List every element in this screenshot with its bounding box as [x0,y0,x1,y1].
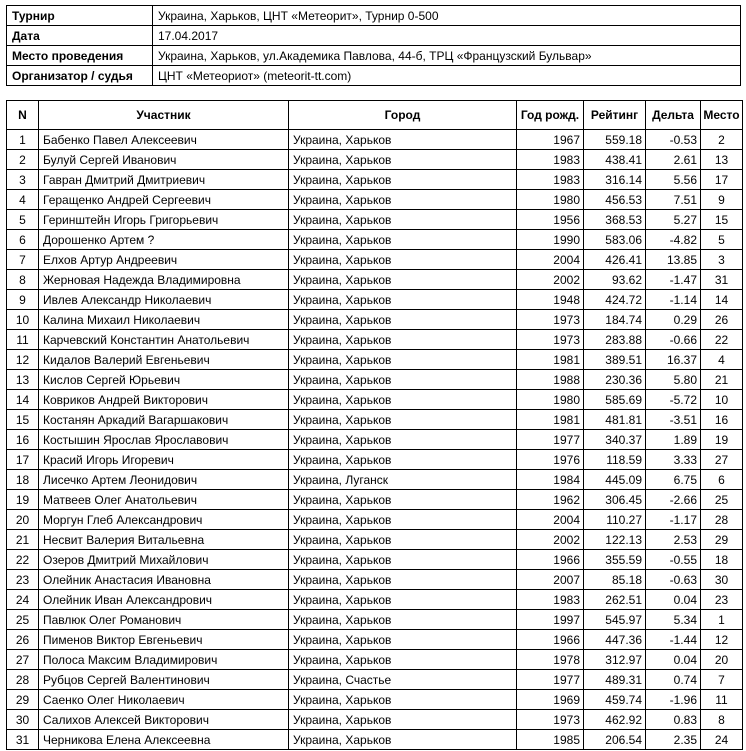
cell-birth-year: 1962 [517,490,584,510]
cell-birth-year: 1973 [517,330,584,350]
cell-city: Украина, Харьков [289,490,517,510]
col-header-rating: Рейтинг [584,101,646,130]
cell-number: 10 [7,310,39,330]
header-row [7,101,743,130]
table-row [7,610,743,630]
col-header-participant: Участник [39,101,289,130]
cell-rating: 206.54 [584,730,646,750]
cell-delta: 6.75 [646,470,701,490]
cell-delta: 16.37 [646,350,701,370]
cell-delta: -0.63 [646,570,701,590]
cell-participant: Калина Михаил Николаевич [39,310,289,330]
cell-number: 13 [7,370,39,390]
table-row [7,230,743,250]
table-row [7,390,743,410]
cell-place: 26 [701,310,743,330]
cell-place: 9 [701,190,743,210]
cell-rating: 426.41 [584,250,646,270]
cell-rating: 184.74 [584,310,646,330]
tournament-info-table [6,5,741,86]
cell-birth-year: 1990 [517,230,584,250]
cell-city: Украина, Харьков [289,710,517,730]
cell-birth-year: 1969 [517,690,584,710]
cell-participant: Бабенко Павел Алексеевич [39,130,289,150]
cell-place: 11 [701,690,743,710]
cell-number: 18 [7,470,39,490]
cell-city: Украина, Харьков [289,410,517,430]
cell-birth-year: 1973 [517,310,584,330]
cell-number: 20 [7,510,39,530]
cell-number: 1 [7,130,39,150]
cell-rating: 312.97 [584,650,646,670]
table-row [7,370,743,390]
cell-city: Украина, Харьков [289,590,517,610]
cell-city: Украина, Харьков [289,450,517,470]
cell-birth-year: 1966 [517,550,584,570]
cell-delta: -3.51 [646,410,701,430]
cell-rating: 459.74 [584,690,646,710]
cell-number: 14 [7,390,39,410]
cell-birth-year: 2004 [517,250,584,270]
info-value: Украина, Харьков, ЦНТ «Метеорит», Турнир 0-500 [153,6,741,26]
table-row [7,250,743,270]
cell-city: Украина, Харьков [289,250,517,270]
table-row [7,290,743,310]
cell-birth-year: 1973 [517,710,584,730]
cell-delta: 5.34 [646,610,701,630]
cell-city: Украина, Харьков [289,350,517,370]
cell-place: 23 [701,590,743,610]
col-header-city: Город [289,101,517,130]
cell-rating: 316.14 [584,170,646,190]
cell-rating: 283.88 [584,330,646,350]
col-header-place: Место [701,101,743,130]
cell-rating: 585.69 [584,390,646,410]
cell-number: 12 [7,350,39,370]
cell-place: 29 [701,530,743,550]
cell-delta: -1.47 [646,270,701,290]
cell-place: 8 [701,710,743,730]
cell-city: Украина, Луганск [289,470,517,490]
cell-participant: Черникова Елена Алексеевна [39,730,289,750]
cell-delta: -1.17 [646,510,701,530]
cell-rating: 262.51 [584,590,646,610]
cell-participant: Саенко Олег Николаевич [39,690,289,710]
table-row [7,570,743,590]
cell-participant: Салихов Алексей Викторович [39,710,289,730]
cell-rating: 481.81 [584,410,646,430]
table-row [7,350,743,370]
table-row [7,630,743,650]
cell-number: 19 [7,490,39,510]
cell-delta: 0.04 [646,590,701,610]
cell-rating: 118.59 [584,450,646,470]
cell-city: Украина, Харьков [289,230,517,250]
table-row [7,450,743,470]
cell-number: 2 [7,150,39,170]
cell-rating: 559.18 [584,130,646,150]
cell-participant: Геращенко Андрей Сергеевич [39,190,289,210]
col-header-delta: Дельта [646,101,701,130]
table-row [7,650,743,670]
cell-birth-year: 1980 [517,390,584,410]
cell-birth-year: 1967 [517,130,584,150]
table-row [7,170,743,190]
cell-place: 24 [701,730,743,750]
cell-city: Украина, Харьков [289,290,517,310]
cell-rating: 456.53 [584,190,646,210]
cell-rating: 306.45 [584,490,646,510]
cell-number: 16 [7,430,39,450]
info-value: Украина, Харьков, ул.Академика Павлова, 44-б, ТРЦ «Французский Бульвар» [153,46,741,66]
results-table [6,100,743,750]
cell-rating: 230.36 [584,370,646,390]
cell-number: 30 [7,710,39,730]
cell-participant: Олейник Иван Александрович [39,590,289,610]
cell-delta: 0.04 [646,650,701,670]
table-row [7,430,743,450]
cell-birth-year: 1977 [517,670,584,690]
cell-number: 4 [7,190,39,210]
cell-rating: 368.53 [584,210,646,230]
cell-place: 13 [701,150,743,170]
cell-city: Украина, Харьков [289,510,517,530]
cell-birth-year: 1981 [517,350,584,370]
cell-number: 21 [7,530,39,550]
cell-number: 28 [7,670,39,690]
cell-birth-year: 1976 [517,450,584,470]
table-row [7,530,743,550]
cell-city: Украина, Харьков [289,210,517,230]
cell-number: 9 [7,290,39,310]
cell-city: Украина, Харьков [289,650,517,670]
cell-delta: -0.53 [646,130,701,150]
cell-delta: 5.56 [646,170,701,190]
cell-delta: 1.89 [646,430,701,450]
cell-place: 3 [701,250,743,270]
cell-participant: Булуй Сергей Иванович [39,150,289,170]
info-row [7,6,741,26]
cell-rating: 489.31 [584,670,646,690]
cell-participant: Ивлев Александр Николаевич [39,290,289,310]
cell-place: 1 [701,610,743,630]
cell-participant: Кислов Сергей Юрьевич [39,370,289,390]
cell-place: 27 [701,450,743,470]
cell-delta: 0.29 [646,310,701,330]
cell-rating: 85.18 [584,570,646,590]
cell-birth-year: 1983 [517,590,584,610]
cell-number: 11 [7,330,39,350]
cell-birth-year: 1985 [517,730,584,750]
info-label: Турнир [7,6,153,26]
cell-birth-year: 2007 [517,570,584,590]
cell-rating: 438.41 [584,150,646,170]
cell-participant: Ковриков Андрей Викторович [39,390,289,410]
cell-place: 15 [701,210,743,230]
table-row [7,330,743,350]
info-value: ЦНТ «Метеориот» (meteorit-tt.com) [153,66,741,86]
cell-participant: Карчевский Константин Анатольевич [39,330,289,350]
cell-participant: Красий Игорь Игоревич [39,450,289,470]
cell-place: 22 [701,330,743,350]
cell-participant: Лисечко Артем Леонидович [39,470,289,490]
cell-delta: 13.85 [646,250,701,270]
cell-participant: Костышин Ярослав Ярославович [39,430,289,450]
cell-birth-year: 2002 [517,530,584,550]
cell-birth-year: 1956 [517,210,584,230]
cell-city: Украина, Харьков [289,330,517,350]
cell-place: 18 [701,550,743,570]
cell-participant: Моргун Глеб Александрович [39,510,289,530]
cell-delta: -1.14 [646,290,701,310]
cell-number: 23 [7,570,39,590]
cell-participant: Пименов Виктор Евгеньевич [39,630,289,650]
cell-place: 21 [701,370,743,390]
cell-participant: Павлюк Олег Романович [39,610,289,630]
cell-rating: 424.72 [584,290,646,310]
cell-delta: -0.66 [646,330,701,350]
cell-city: Украина, Харьков [289,730,517,750]
table-row [7,510,743,530]
cell-rating: 583.06 [584,230,646,250]
cell-delta: 5.80 [646,370,701,390]
cell-place: 30 [701,570,743,590]
col-header-n: N [7,101,39,130]
cell-birth-year: 1948 [517,290,584,310]
table-row [7,470,743,490]
table-row [7,410,743,430]
cell-place: 19 [701,430,743,450]
cell-place: 4 [701,350,743,370]
table-row [7,670,743,690]
cell-place: 17 [701,170,743,190]
cell-city: Украина, Харьков [289,570,517,590]
cell-number: 8 [7,270,39,290]
info-row [7,46,741,66]
cell-city: Украина, Харьков [289,630,517,650]
cell-rating: 93.62 [584,270,646,290]
cell-delta: -1.96 [646,690,701,710]
cell-city: Украина, Харьков [289,310,517,330]
table-row [7,590,743,610]
cell-city: Украина, Харьков [289,150,517,170]
table-row [7,730,743,750]
cell-rating: 389.51 [584,350,646,370]
cell-number: 6 [7,230,39,250]
cell-birth-year: 1977 [517,430,584,450]
cell-birth-year: 1981 [517,410,584,430]
cell-delta: 7.51 [646,190,701,210]
cell-participant: Полоса Максим Владимирович [39,650,289,670]
cell-participant: Несвит Валерия Витальевна [39,530,289,550]
cell-place: 10 [701,390,743,410]
cell-place: 7 [701,670,743,690]
cell-city: Украина, Харьков [289,390,517,410]
info-row [7,66,741,86]
cell-participant: Олейник Анастасия Ивановна [39,570,289,590]
cell-city: Украина, Харьков [289,550,517,570]
cell-rating: 340.37 [584,430,646,450]
cell-place: 28 [701,510,743,530]
cell-number: 17 [7,450,39,470]
cell-participant: Костанян Аркадий Вагаршакович [39,410,289,430]
cell-birth-year: 1978 [517,650,584,670]
cell-city: Украина, Харьков [289,170,517,190]
cell-city: Украина, Харьков [289,190,517,210]
cell-city: Украина, Харьков [289,370,517,390]
cell-place: 6 [701,470,743,490]
info-label: Дата [7,26,153,46]
cell-place: 14 [701,290,743,310]
cell-birth-year: 1988 [517,370,584,390]
table-row [7,550,743,570]
cell-rating: 462.92 [584,710,646,730]
table-row [7,270,743,290]
cell-delta: 3.33 [646,450,701,470]
cell-participant: Матвеев Олег Анатольевич [39,490,289,510]
cell-delta: 0.83 [646,710,701,730]
cell-birth-year: 2002 [517,270,584,290]
cell-rating: 355.59 [584,550,646,570]
cell-place: 25 [701,490,743,510]
table-row [7,490,743,510]
cell-city: Украина, Харьков [289,530,517,550]
cell-city: Украина, Харьков [289,690,517,710]
cell-number: 24 [7,590,39,610]
cell-delta: -0.55 [646,550,701,570]
cell-place: 2 [701,130,743,150]
cell-delta: -5.72 [646,390,701,410]
cell-delta: 2.53 [646,530,701,550]
cell-delta: -2.66 [646,490,701,510]
cell-number: 3 [7,170,39,190]
cell-place: 20 [701,650,743,670]
cell-number: 26 [7,630,39,650]
cell-participant: Озеров Дмитрий Михайлович [39,550,289,570]
cell-participant: Жерновая Надежда Владимировна [39,270,289,290]
info-label: Организатор / судья [7,66,153,86]
cell-participant: Гавран Дмитрий Дмитриевич [39,170,289,190]
cell-participant: Елхов Артур Андреевич [39,250,289,270]
cell-participant: Геринштейн Игорь Григорьевич [39,210,289,230]
table-row [7,190,743,210]
cell-birth-year: 1984 [517,470,584,490]
cell-place: 12 [701,630,743,650]
cell-number: 29 [7,690,39,710]
info-row [7,26,741,46]
cell-place: 5 [701,230,743,250]
cell-delta: -1.44 [646,630,701,650]
col-header-birth-year: Год рожд. [517,101,584,130]
cell-rating: 445.09 [584,470,646,490]
cell-number: 22 [7,550,39,570]
cell-participant: Кидалов Валерий Евгеньевич [39,350,289,370]
cell-birth-year: 1983 [517,150,584,170]
cell-rating: 545.97 [584,610,646,630]
cell-number: 31 [7,730,39,750]
info-value: 17.04.2017 [153,26,741,46]
cell-number: 15 [7,410,39,430]
info-label: Место проведения [7,46,153,66]
cell-city: Украина, Счастье [289,670,517,690]
cell-birth-year: 1980 [517,190,584,210]
cell-city: Украина, Харьков [289,130,517,150]
table-row [7,310,743,330]
cell-city: Украина, Харьков [289,430,517,450]
cell-number: 25 [7,610,39,630]
cell-birth-year: 1966 [517,630,584,650]
cell-number: 7 [7,250,39,270]
table-row [7,150,743,170]
cell-delta: 5.27 [646,210,701,230]
cell-place: 16 [701,410,743,430]
table-row [7,690,743,710]
cell-city: Украина, Харьков [289,270,517,290]
cell-birth-year: 1997 [517,610,584,630]
cell-rating: 110.27 [584,510,646,530]
cell-birth-year: 2004 [517,510,584,530]
cell-number: 27 [7,650,39,670]
table-row [7,130,743,150]
table-row [7,210,743,230]
cell-participant: Дорошенко Артем ? [39,230,289,250]
cell-birth-year: 1983 [517,170,584,190]
cell-delta: 2.35 [646,730,701,750]
cell-number: 5 [7,210,39,230]
cell-delta: -4.82 [646,230,701,250]
cell-city: Украина, Харьков [289,610,517,630]
cell-participant: Рубцов Сергей Валентинович [39,670,289,690]
cell-rating: 122.13 [584,530,646,550]
cell-place: 31 [701,270,743,290]
cell-rating: 447.36 [584,630,646,650]
cell-delta: 0.74 [646,670,701,690]
cell-delta: 2.61 [646,150,701,170]
table-row [7,710,743,730]
